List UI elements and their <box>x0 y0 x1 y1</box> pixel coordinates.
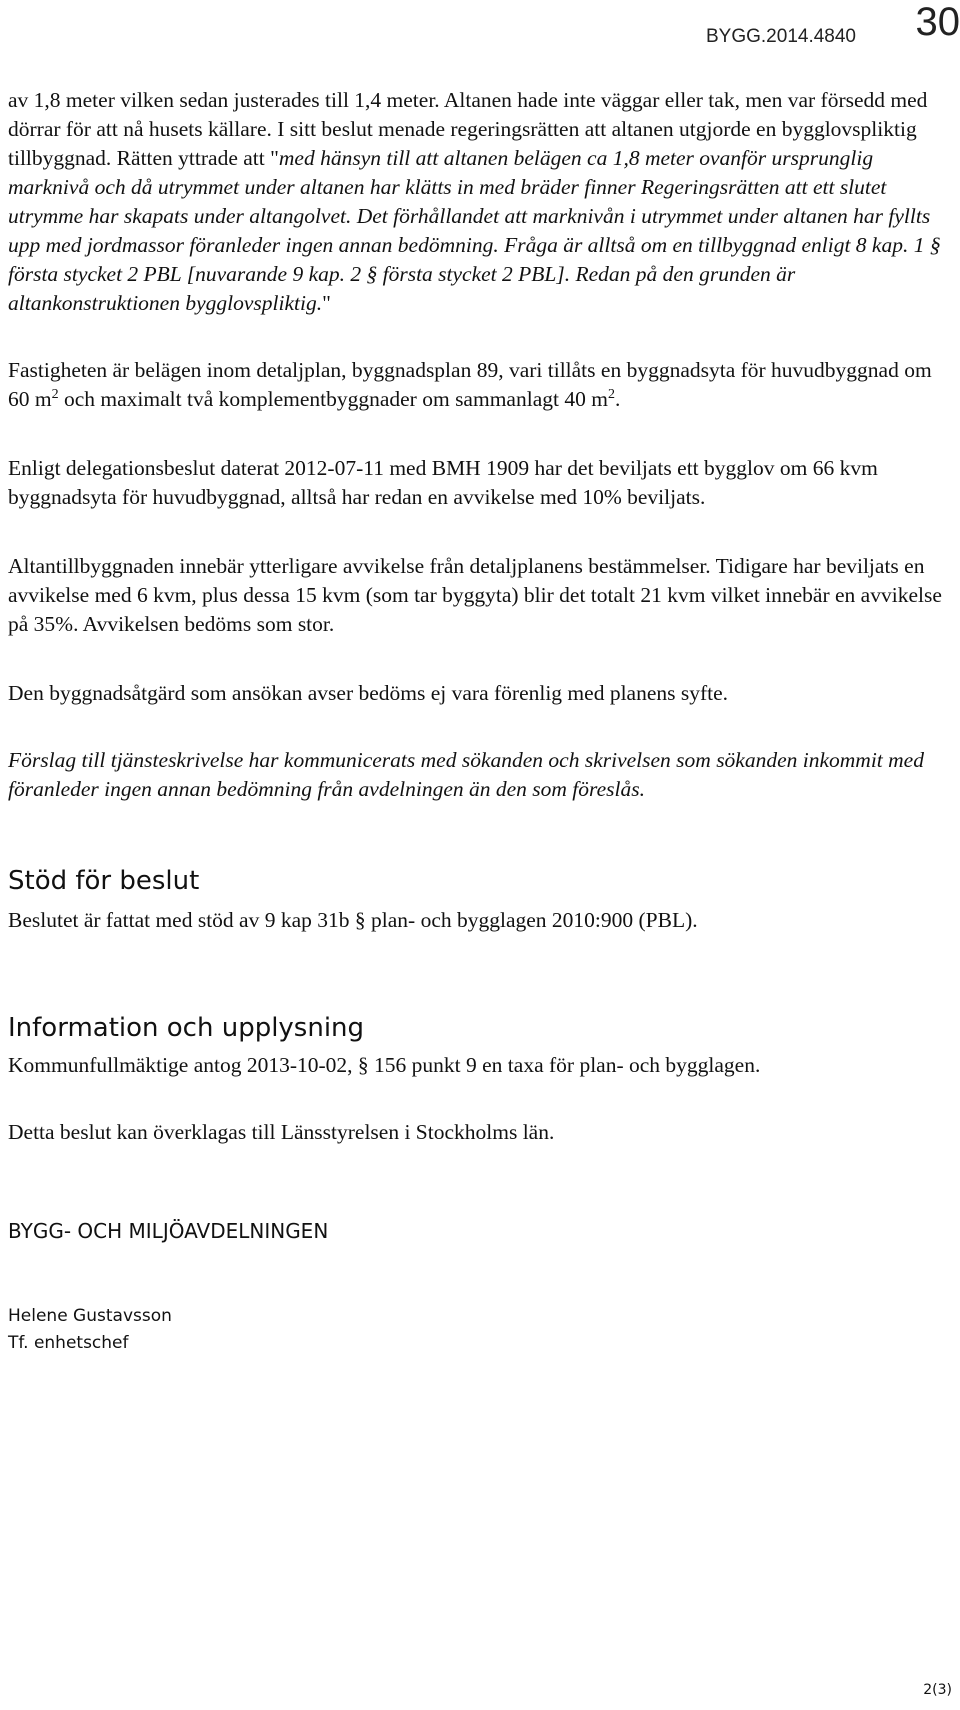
paragraph-deviation: Altantillbyggnaden innebär ytterligare avvikelse från detaljplanens bestämmelser. Tidigare har beviljats en avvikelse med 6 kvm, plus dessa 15 kvm (som tar byggyta) blir det totalt 21 kvm vilket innebär en avvikelse på 35%. Avvikelsen bedöms som stor. <box>8 554 942 636</box>
communication-text: Förslag till tjänsteskrivelse har kommunicerats med sökanden och skrivelsen som sökanden inkommit med föranleder ingen annan bedömning från avdelningen än den som föreslås. <box>8 748 924 801</box>
ruling-text: av 1,8 meter vilken sedan justerades till 1,4 meter. Altanen hade inte väggar eller tak, men var försedd med dörrar för att nå husets källare. I sitt beslut menade regeringsrätten att altanen utgjorde en bygglovspliktig tillbyggnad. Rätten yttrade att " <box>8 88 928 170</box>
paragraph-property <box>8 356 948 414</box>
paragraph-purpose: Den byggnadsåtgärd som ansökan avser bedöms ej vara förenlig med planens syfte. <box>8 681 729 705</box>
page-number: 30 <box>915 0 960 44</box>
page-of-total: 2(3) <box>923 1682 952 1698</box>
property-text-c: . <box>614 387 621 411</box>
superscript: 2 <box>51 386 59 402</box>
signer-name: Helene Gustavsson <box>8 1306 172 1326</box>
document-id: BYGG.2014.4840 <box>706 26 856 47</box>
heading-stod-for-beslut: Stöd för beslut <box>8 866 200 896</box>
superscript: 2 <box>607 386 615 402</box>
paragraph-delegation: Enligt delegationsbeslut daterat 2012-07-11 med BMH 1909 har det beviljats ett bygglov om 66 kvm byggnadsyta för huvudbyggnad, alltså har redan en avvikelse med 10% beviljats. <box>8 456 878 509</box>
paragraph-court-ruling <box>8 86 948 318</box>
heading-information: Information och upplysning <box>8 1013 365 1043</box>
signer-title: Tf. enhetschef <box>8 1333 129 1353</box>
paragraph-communication <box>8 746 948 804</box>
paragraph-legal-basis: Beslutet är fattat med stöd av 9 kap 31b § plan- och bygglagen 2010:900 (PBL). <box>8 908 698 932</box>
property-text-a: Fastigheten är belägen inom detaljplan, byggnadsplan 89, vari tillåts en byggnadsyta för huvudbyggnad om 60 m <box>8 358 932 411</box>
ruling-quote-end: " <box>322 291 331 315</box>
department-name: BYGG- OCH MILJÖAVDELNINGEN <box>8 1219 329 1243</box>
document-body <box>8 86 948 1357</box>
signature-block <box>8 1303 948 1357</box>
ruling-quote: med hänsyn till att altanen belägen ca 1,8 meter ovanför ursprunglig marknivå och då utrymmet under altanen har klätts in med bräder finner Regeringsrätten att ett slutet utrymme har skapats under altangolvet. Det förhållandet att marknivån i utrymmet under altanen har fyllts upp med jordmassor föranleder ingen annan bedömning. Fråga är alltså om en tillbyggnad enligt 8 kap. 1 § första stycket 2 PBL [nuvarande 9 kap. 2 § första stycket 2 PBL]. Redan på den grunden är altankonstruktionen bygglovspliktig. <box>8 146 941 315</box>
paragraph-appeal: Detta beslut kan överklagas till Länsstyrelsen i Stockholms län. <box>8 1120 555 1144</box>
paragraph-fee: Kommunfullmäktige antog 2013-10-02, § 156 punkt 9 en taxa för plan- och bygglagen. <box>8 1053 761 1077</box>
property-text-b: och maximalt två komplementbyggnader om sammanlagt 40 m <box>58 387 608 411</box>
